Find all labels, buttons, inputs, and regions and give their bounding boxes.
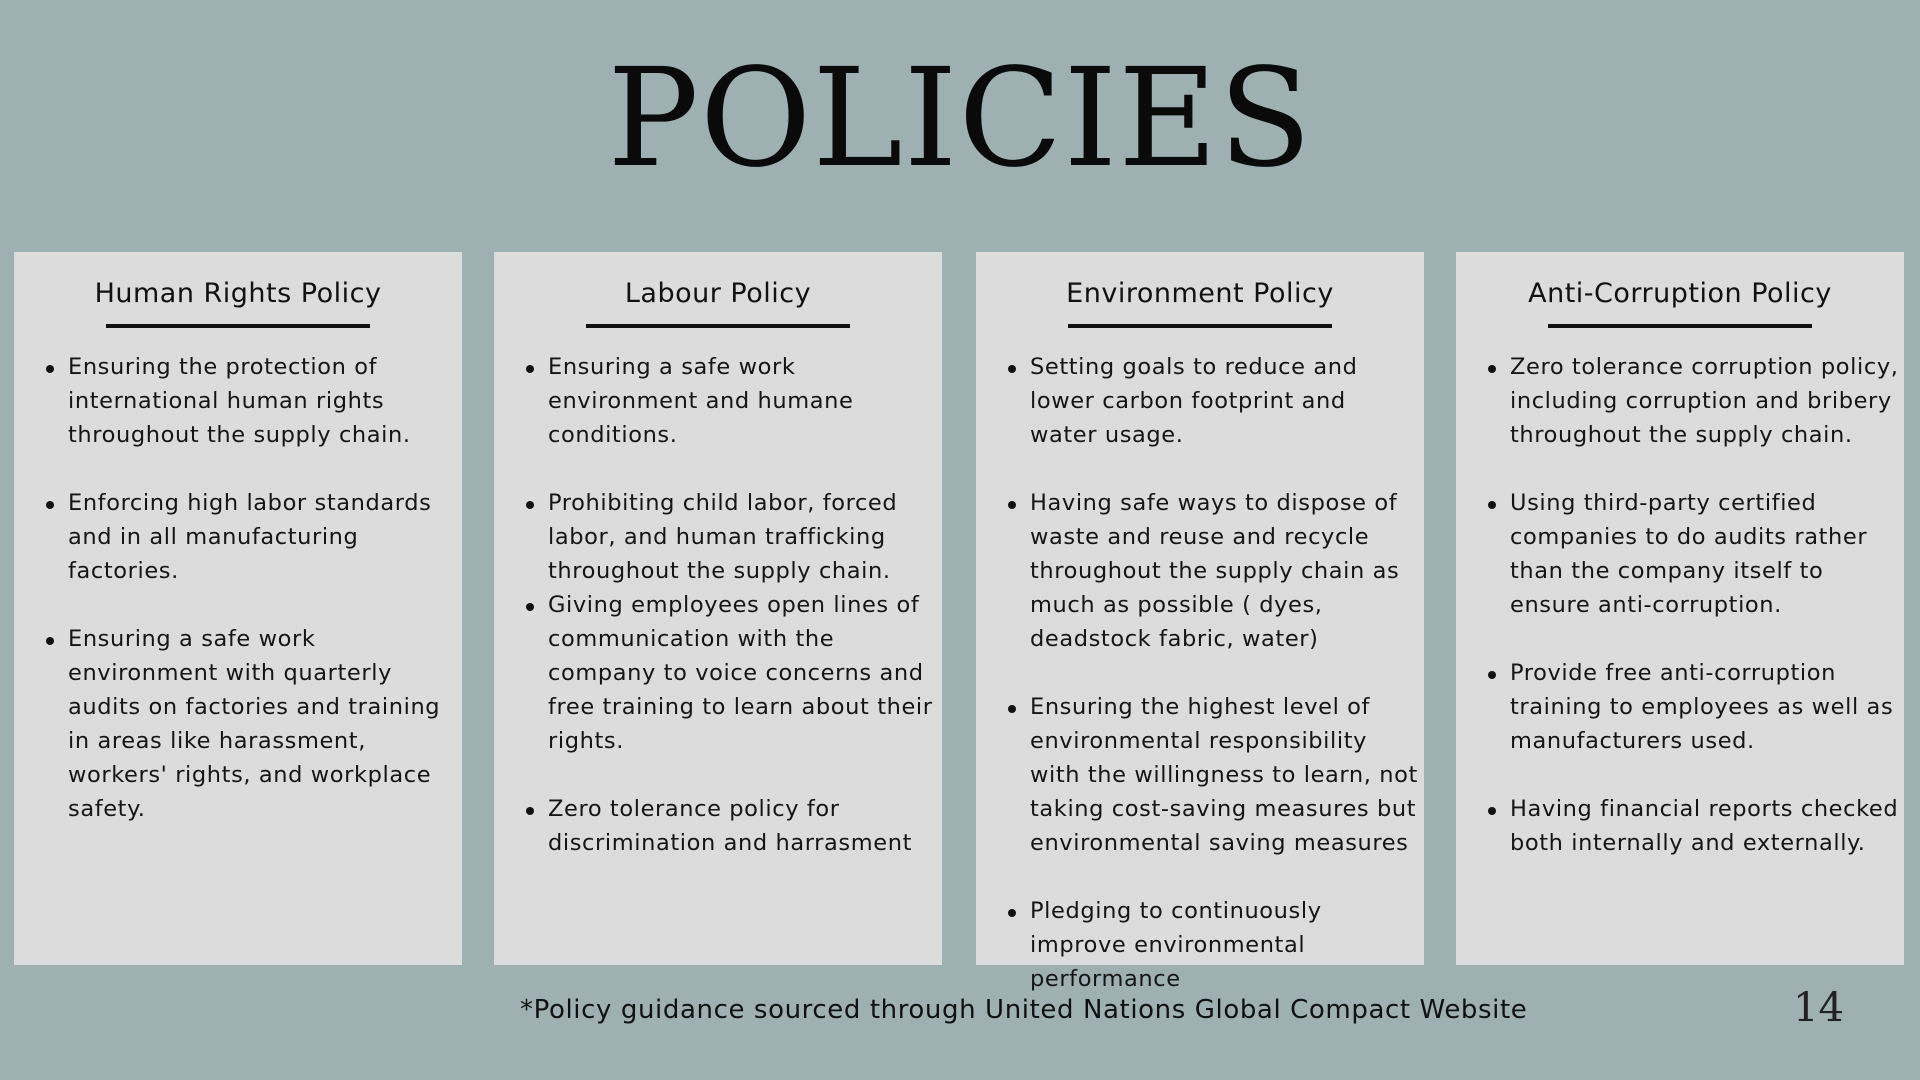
policy-card-heading: Anti-Corruption Policy: [1528, 278, 1832, 309]
list-item: [1510, 792, 1900, 860]
bullet-icon: [46, 637, 54, 645]
policy-card-anti-corruption: [1456, 252, 1904, 965]
list-item: [548, 792, 938, 860]
list-item: [1030, 690, 1420, 860]
list-item: [548, 588, 938, 758]
list-item-text: Provide free anti-corruption training to employees as well as manufacturers used.: [1510, 660, 1894, 754]
list-item: [1510, 656, 1900, 758]
policy-bullet-list: [1030, 350, 1420, 1030]
bullet-icon: [526, 603, 534, 611]
policy-card-heading: Environment Policy: [1066, 278, 1334, 309]
policy-card-heading: Labour Policy: [624, 278, 812, 309]
list-item-text: Pledging to continuously improve environmental performance: [1030, 898, 1322, 992]
policy-bullet-list: [68, 350, 458, 860]
list-item: [1030, 894, 1420, 996]
list-item: [68, 350, 458, 452]
bullet-icon: [1008, 365, 1016, 373]
bullet-icon: [46, 365, 54, 373]
list-item: [548, 486, 938, 588]
list-item: [68, 622, 458, 826]
list-item-text: Giving employees open lines of communication with the company to voice concerns and free training to learn about their rights.: [548, 592, 933, 754]
heading-underline: [1548, 324, 1812, 328]
bullet-icon: [1008, 501, 1016, 509]
policy-card-environment: [976, 252, 1424, 992]
policy-card-heading: Human Rights Policy: [94, 278, 382, 309]
list-item: [548, 350, 938, 452]
policy-bullet-list: [1510, 350, 1900, 894]
policy-card-labour: [494, 252, 942, 965]
list-item-text: Zero tolerance corruption policy, including corruption and bribery throughout the supply chain.: [1510, 354, 1899, 448]
list-item: [1510, 486, 1900, 622]
policy-card-human-rights: [14, 252, 462, 965]
list-item-text: Setting goals to reduce and lower carbon footprint and water usage.: [1030, 354, 1358, 448]
source-footnote: *Policy guidance sourced through United Nations Global Compact Website: [520, 995, 1528, 1025]
bullet-icon: [1488, 671, 1496, 679]
list-item-text: Ensuring the highest level of environmental responsibility with the willingness to learn, not taking cost-saving measures but environmental saving measures: [1030, 694, 1418, 856]
policy-bullet-list: [548, 350, 938, 894]
bullet-icon: [1488, 365, 1496, 373]
list-item-text: Prohibiting child labor, forced labor, and human trafficking throughout the supply chain.: [548, 490, 898, 584]
bullet-icon: [1488, 501, 1496, 509]
slide-title: POLICIES: [607, 40, 1313, 198]
heading-underline: [1068, 324, 1332, 328]
list-item-text: Ensuring a safe work environment with quarterly audits on factories and training in areas like harassment, workers' rights, and workplace safety.: [68, 626, 441, 822]
bullet-icon: [526, 501, 534, 509]
list-item-text: Having financial reports checked both internally and externally.: [1510, 796, 1899, 856]
list-item: [68, 486, 458, 588]
list-item: [1510, 350, 1900, 452]
list-item-text: Having safe ways to dispose of waste and reuse and recycle throughout the supply chain as much as possible ( dyes, deadstock fabric, water): [1030, 490, 1400, 652]
bullet-icon: [46, 501, 54, 509]
list-item-text: Zero tolerance policy for discrimination and harrasment: [548, 796, 912, 856]
bullet-icon: [1008, 705, 1016, 713]
list-item-text: Enforcing high labor standards and in all manufacturing factories.: [68, 490, 432, 584]
heading-underline: [586, 324, 850, 328]
heading-underline: [106, 324, 370, 328]
bullet-icon: [526, 807, 534, 815]
list-item-text: Ensuring a safe work environment and humane conditions.: [548, 354, 854, 448]
page-number: 14: [1793, 985, 1844, 1031]
bullet-icon: [1488, 807, 1496, 815]
list-item: [1030, 486, 1420, 656]
bullet-icon: [1008, 909, 1016, 917]
list-item-text: Using third-party certified companies to do audits rather than the company itself to ensure anti-corruption.: [1510, 490, 1868, 618]
list-item-text: Ensuring the protection of international human rights throughout the supply chain.: [68, 354, 411, 448]
list-item: [1030, 350, 1420, 452]
bullet-icon: [526, 365, 534, 373]
